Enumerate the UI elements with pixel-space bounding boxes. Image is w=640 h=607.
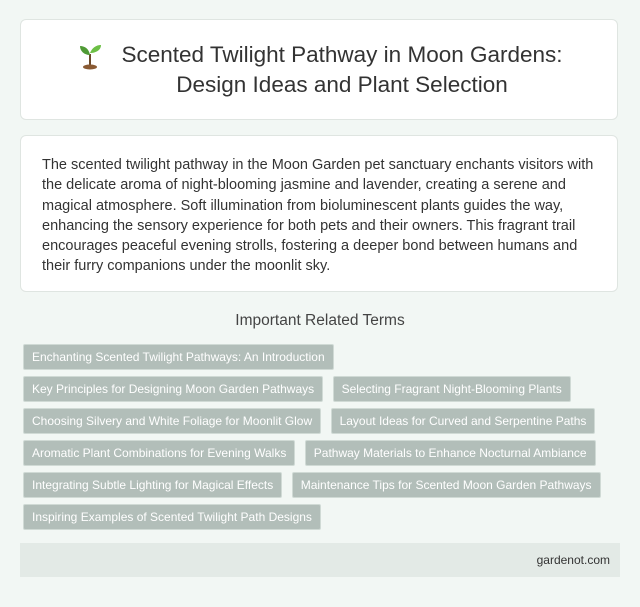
term-link[interactable]: Choosing Silvery and White Foliage for Moonlit Glow <box>23 408 321 434</box>
term-link[interactable]: Enchanting Scented Twilight Pathways: An Introduction <box>23 344 334 370</box>
title-line-1: Scented Twilight Pathway in Moon Gardens: <box>121 41 563 67</box>
term-link[interactable]: Inspiring Examples of Scented Twilight Path Designs <box>23 504 321 530</box>
header-card <box>20 19 618 120</box>
related-terms-list <box>23 344 623 536</box>
terms-row <box>23 344 623 368</box>
intro-text: The scented twilight pathway in the Moon Garden pet sanctuary enchants visitors with the delicate aroma of night-blooming jasmine and lavender, creating a serene and magical atmosphere. Soft illumination from bioluminescent plants guides the way, enhancing the sensory experience for both pets and their owners. This fragrant trail encourages peaceful evening strolls, fostering a deeper bond between humans and their furry companions under the moonlit sky. <box>42 157 594 275</box>
term-link[interactable]: Pathway Materials to Enhance Nocturnal Ambiance <box>305 440 596 466</box>
term-link[interactable]: Aromatic Plant Combinations for Evening Walks <box>23 440 295 466</box>
term-link[interactable]: Selecting Fragrant Night-Blooming Plants <box>333 376 571 402</box>
terms-row <box>23 472 623 496</box>
sprout-icon <box>75 40 105 70</box>
title-wrap <box>75 40 562 100</box>
related-terms-heading: Important Related Terms <box>235 312 405 329</box>
footer <box>20 543 620 577</box>
terms-row <box>23 504 623 528</box>
footer-site-link[interactable]: gardenot.com <box>536 553 610 567</box>
term-link[interactable]: Key Principles for Designing Moon Garden Pathways <box>23 376 323 402</box>
title-line-2: Design Ideas and Plant Selection <box>176 71 508 97</box>
intro-card <box>20 135 618 292</box>
terms-row <box>23 376 623 400</box>
term-link[interactable]: Layout Ideas for Curved and Serpentine Paths <box>331 408 596 434</box>
terms-row <box>23 440 623 464</box>
terms-row <box>23 408 623 432</box>
term-link[interactable]: Integrating Subtle Lighting for Magical Effects <box>23 472 282 498</box>
page-title <box>121 40 562 100</box>
term-link[interactable]: Maintenance Tips for Scented Moon Garden Pathways <box>292 472 601 498</box>
